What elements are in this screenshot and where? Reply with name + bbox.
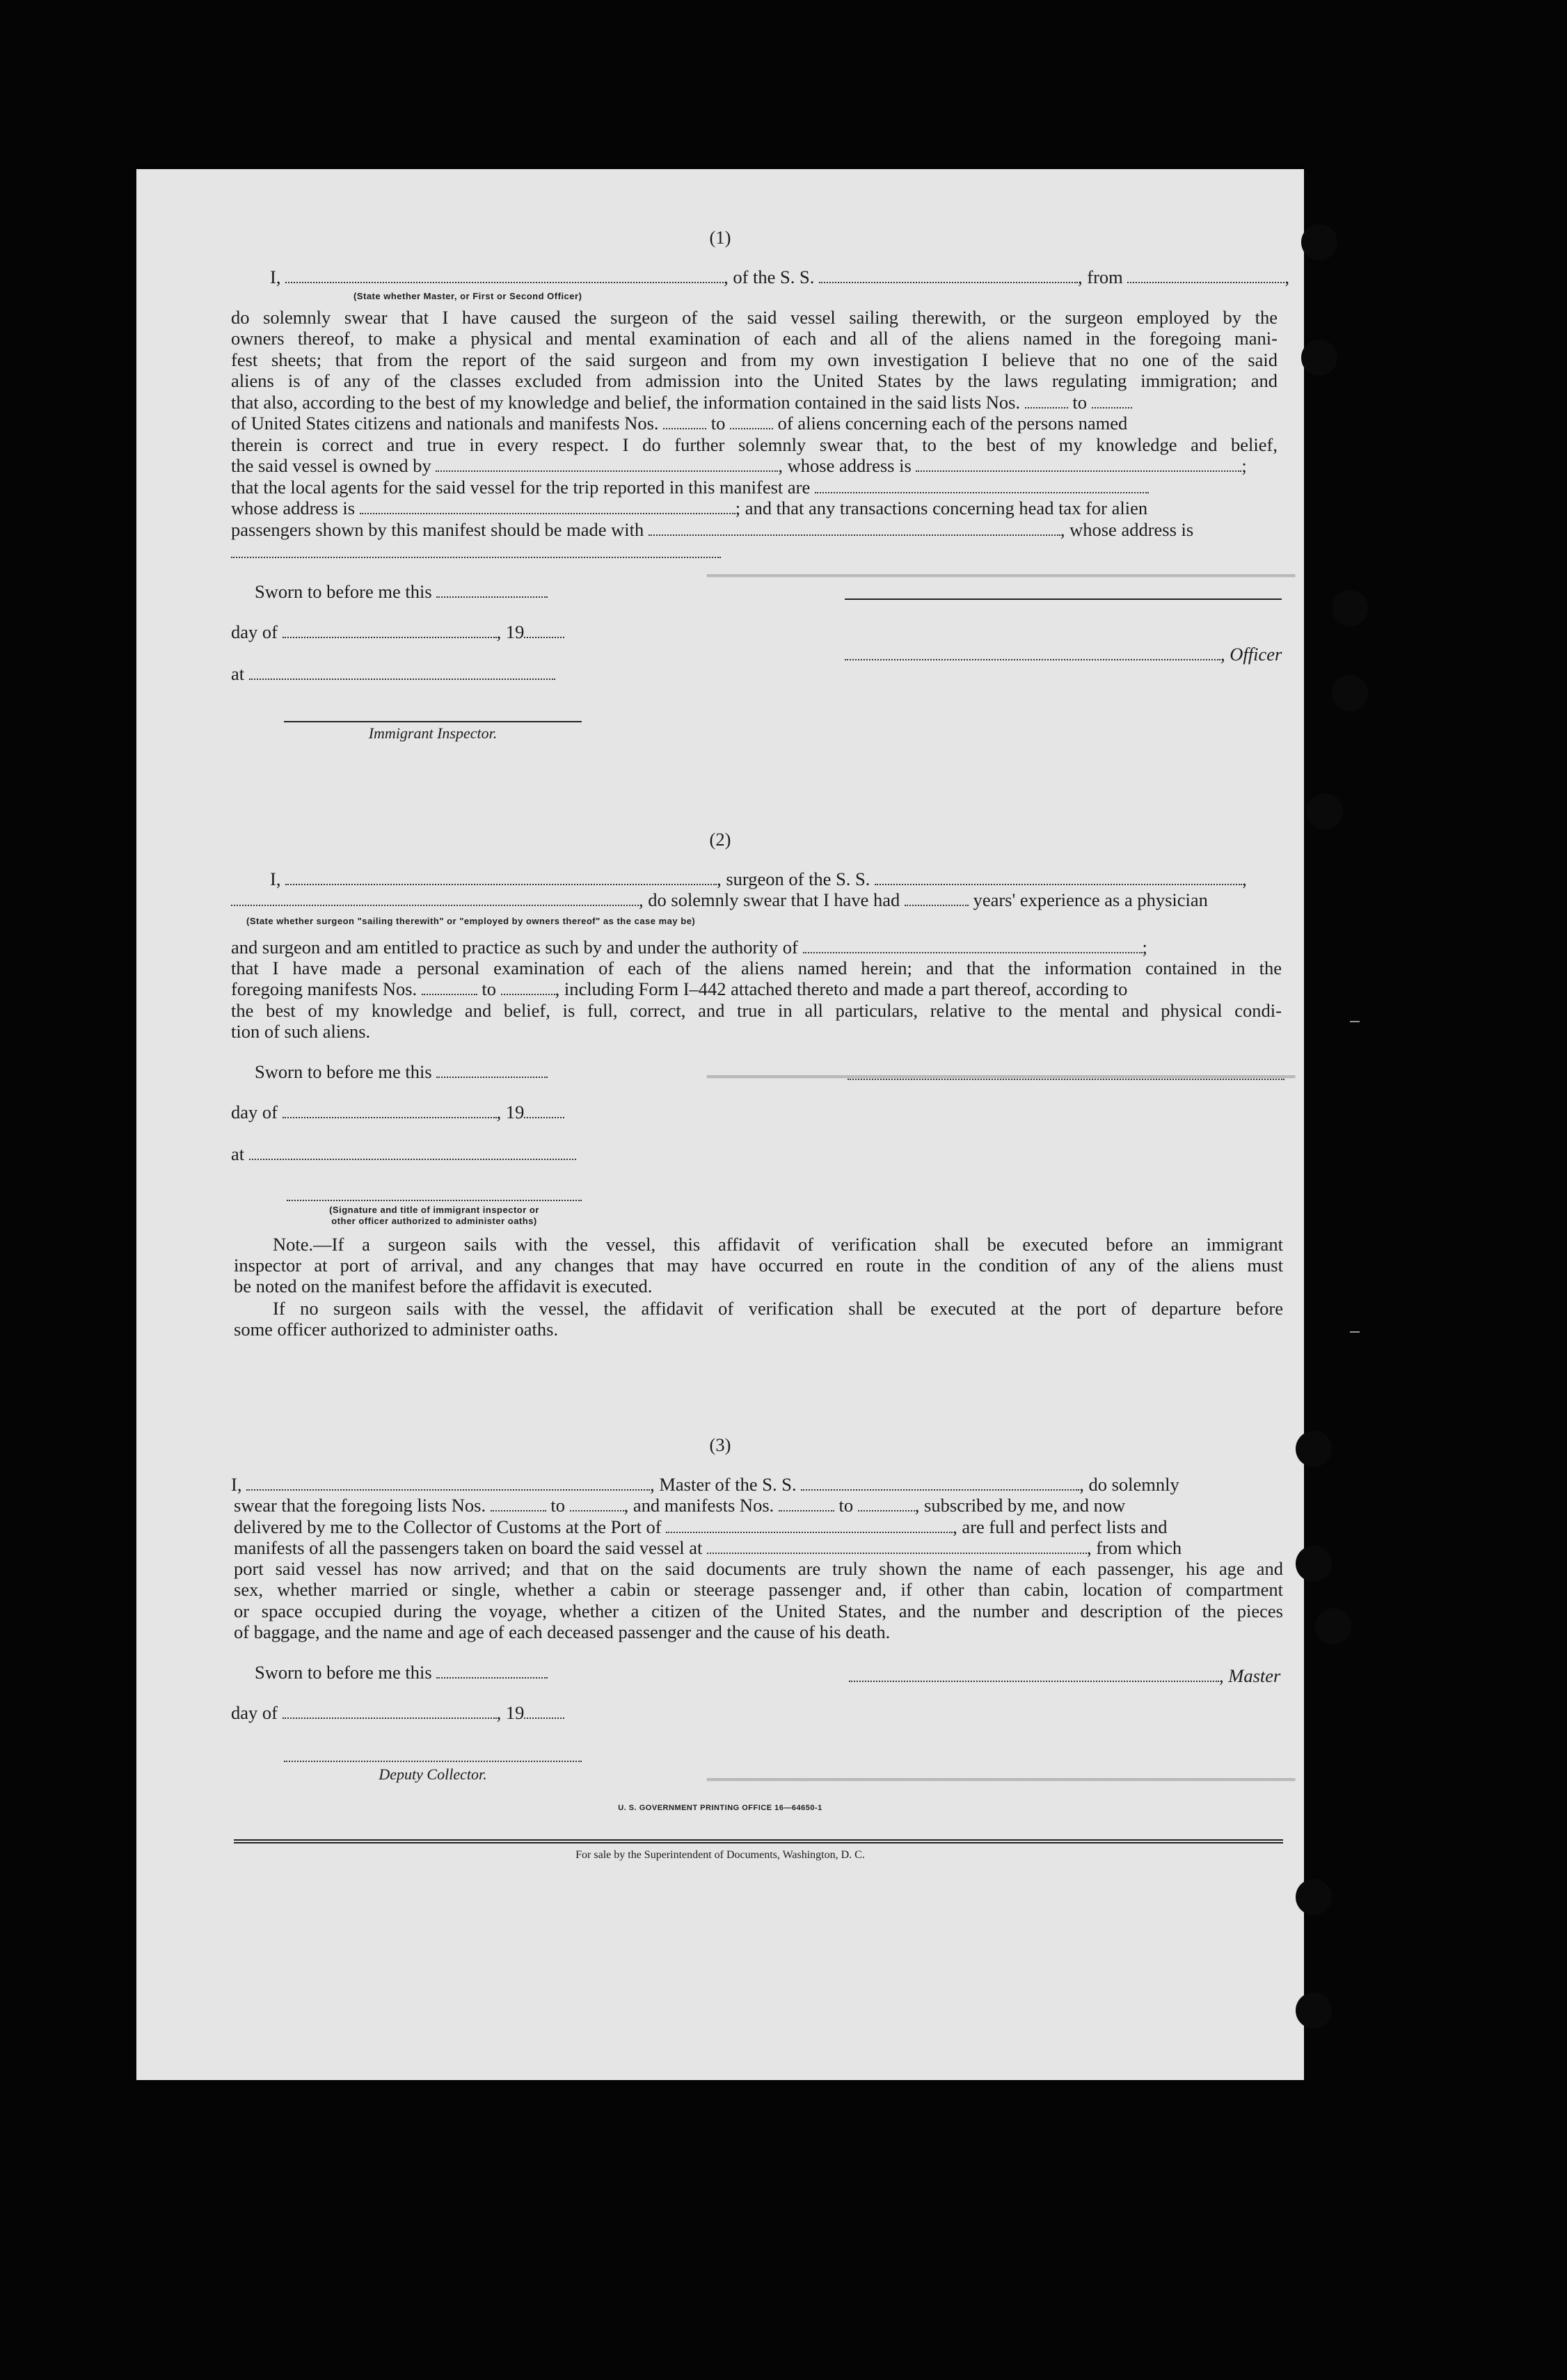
place-blank[interactable]: [249, 665, 555, 680]
margin-tick: [1350, 1021, 1360, 1022]
text-years-experience: years' experience as a physician: [973, 889, 1208, 910]
paragraph-line: [231, 519, 1193, 540]
paragraph-line: port said vessel has now arrived; and that on the said documents are truly shown the name of each passenger, his age and: [234, 1558, 1283, 1579]
text-master: , Master: [1219, 1665, 1281, 1686]
text-manifests-nos: foregoing manifests Nos.: [231, 978, 417, 999]
manifests-from-blank[interactable]: [779, 1496, 834, 1512]
inspector-caption: Immigrant Inspector.: [368, 724, 498, 742]
label-from: , from: [1078, 267, 1123, 287]
paragraph-line: [231, 392, 1132, 413]
text-full-lists: , are full and perfect lists and: [953, 1516, 1168, 1537]
sworn-date-blank[interactable]: [436, 582, 548, 598]
text-to: to: [838, 1495, 854, 1516]
text-including-form: , including Form I–442 attached thereto and made a part thereof, according to: [555, 978, 1128, 999]
footer-rule: [234, 1839, 1283, 1841]
text-year: , 19: [496, 621, 525, 642]
text-day-of: day of: [231, 621, 278, 642]
text-manifests-nos: , and manifests Nos.: [623, 1495, 774, 1516]
text-sworn: Sworn to before me this: [255, 581, 432, 602]
text-whose-address: , whose address is: [778, 455, 912, 476]
bleed-through-text: ━━━━━━━━━━━━━━━━━━━━━━━━━━━━━━━━━━━━━━━━━━━━━━━━━━━━━━: [707, 1068, 1296, 1088]
binder-hole: [1301, 340, 1337, 376]
section-3-line-i: [231, 1474, 1179, 1495]
manifests-to-blank[interactable]: [858, 1496, 915, 1512]
surgeon-name-blank[interactable]: [285, 870, 717, 885]
section-2-line-i: I, , surgeon of the S. S. ,: [270, 868, 1247, 889]
note-paragraph: inspector at port of arrival, and any changes that may have occurred en route in the condition of any of the aliens must: [234, 1255, 1283, 1276]
surgeon-type-blank[interactable]: [231, 891, 639, 906]
manifests-from-blank[interactable]: [663, 414, 706, 429]
binder-hole: [1307, 793, 1343, 830]
section-1-line-i: I, , of the S. S. , from ,: [270, 267, 1290, 287]
binder-hole: [1296, 1879, 1332, 1915]
section-2-line-2: [231, 889, 1208, 910]
sworn-date-blank[interactable]: [436, 1663, 548, 1679]
text-lists-nos: swear that the foregoing lists Nos.: [234, 1495, 486, 1516]
master-line: [849, 1665, 1280, 1686]
text-officer: , Officer: [1220, 644, 1282, 665]
binder-hole: [1332, 590, 1368, 626]
label-i: I,: [231, 1474, 242, 1495]
text-year: , 19: [496, 1702, 525, 1723]
paragraph-line: aliens is of any of the classes excluded from admission into the United States by the laws regulating immigration; and: [231, 370, 1278, 391]
sworn-date-blank[interactable]: [436, 1063, 548, 1078]
officer-line: [845, 644, 1282, 665]
gpo-imprint: U. S. GOVERNMENT PRINTING OFFICE 16—64650-1: [618, 1804, 822, 1812]
text-from-which: , from which: [1086, 1537, 1182, 1558]
text-master-of: , Master of the S. S.: [650, 1474, 797, 1495]
officer-title-blank[interactable]: [285, 268, 724, 283]
paragraph-line: fest sheets; that from the report of the said surgeon and from my own investigation I believe that no one of the said: [231, 349, 1278, 370]
binder-hole: [1296, 1992, 1332, 2029]
text-lists-nos: that also, according to the best of my knowledge and belief, the information contained in the said lists Nos.: [231, 392, 1021, 413]
text-local-agents: that the local agents for the said vessel for the trip reported in this manifest are: [231, 477, 811, 498]
text-surgeon-of: , surgeon of the S. S.: [717, 868, 870, 889]
binder-hole: [1315, 1608, 1351, 1644]
month-blank[interactable]: [283, 1103, 497, 1118]
paragraph-line: that I have made a personal examination of each of the aliens named herein; and that the information contained in the: [231, 958, 1282, 978]
text-day-of: day of: [231, 1702, 278, 1723]
text-authority: and surgeon and am entitled to practice as such by and under the authority of: [231, 937, 798, 958]
note-master: (State whether Master, or First or Second Officer): [353, 291, 582, 301]
text-sworn: Sworn to before me this: [255, 1662, 432, 1683]
note-surgeon: (State whether surgeon "sailing therewith" or "employed by owners thereof" as the case may be): [246, 916, 696, 926]
text-whose-address: , whose address is: [1060, 519, 1194, 540]
text-manifests-nos: of United States citizens and nationals and manifests Nos.: [231, 413, 659, 434]
label-i: I,: [270, 267, 281, 287]
binder-hole: [1301, 224, 1337, 260]
text-to: to: [710, 413, 726, 434]
text-day-of: day of: [231, 1102, 278, 1122]
signature-note: (Signature and title of immigrant inspector or: [329, 1205, 539, 1215]
agents-address-blank[interactable]: [360, 499, 735, 514]
year-blank[interactable]: [524, 1704, 564, 1719]
month-blank[interactable]: [283, 1704, 497, 1719]
binder-hole: [1296, 1546, 1332, 1582]
paragraph-line: sex, whether married or single, whether a cabin or steerage passenger and, if other than cabin, location of compartment: [234, 1579, 1283, 1600]
text-semicolon: ;: [1241, 455, 1247, 476]
lists-from-blank[interactable]: [491, 1496, 546, 1512]
day-of-line: [231, 621, 564, 642]
section-1-number: (1): [709, 227, 731, 248]
manifests-from-blank[interactable]: [422, 980, 477, 995]
section-2-number: (2): [709, 829, 731, 850]
arrival-port-blank[interactable]: [666, 1518, 953, 1533]
text-at: at: [231, 1143, 245, 1164]
paragraph-line: therein is correct and true in every respect. I do further solemnly swear that, to the best of my knowledge and belief,: [231, 434, 1278, 455]
inspector-signature-line[interactable]: [284, 721, 582, 722]
text-to: to: [550, 1495, 565, 1516]
collector-signature-line[interactable]: [284, 1761, 582, 1762]
paragraph-line: and surgeon and am entitled to practice as such by and under the authority of ;: [231, 937, 1147, 958]
manifests-to-blank[interactable]: [730, 414, 773, 429]
label-of-ss: , of the S. S.: [724, 267, 815, 287]
paragraph-line: [231, 498, 1147, 518]
lists-to-blank[interactable]: [570, 1496, 624, 1512]
vessel-name-blank[interactable]: [819, 268, 1078, 283]
footer-rule: [234, 1842, 1283, 1843]
text-head-tax: ; and that any transactions concerning head tax for alien: [735, 498, 1148, 518]
surgeon-signature-line[interactable]: [848, 1079, 1284, 1080]
day-of-line: [231, 1702, 564, 1723]
agents-blank[interactable]: [815, 478, 1149, 493]
text-sworn: Sworn to before me this: [255, 1061, 432, 1082]
master-name-blank[interactable]: [246, 1475, 650, 1491]
sworn-line: [255, 1061, 548, 1082]
signature-note: other officer authorized to administer oaths): [331, 1216, 537, 1226]
year-blank[interactable]: [524, 1103, 564, 1118]
lists-from-blank[interactable]: [1025, 393, 1068, 408]
section-3-number: (3): [709, 1434, 731, 1455]
day-of-line: [231, 1102, 564, 1122]
paragraph-line: [234, 1537, 1182, 1558]
month-blank[interactable]: [283, 623, 497, 638]
bleed-through-text: ━━━━━━━━━━━━━━━━━━━━━━━━━━━━━━━━━━━━━━━━━━━━━━━━━━━━━━: [707, 566, 1296, 587]
paragraph-line: [234, 1495, 1125, 1516]
sale-notice: For sale by the Superintendent of Documents, Washington, D. C.: [575, 1849, 865, 1861]
text-to: to: [1072, 392, 1087, 413]
signature-line[interactable]: [845, 598, 1282, 600]
owner-address-blank[interactable]: [916, 457, 1241, 472]
note-paragraph: If no surgeon sails with the vessel, the affidavit of verification shall be executed at the port of departure before: [273, 1298, 1283, 1319]
manifests-to-blank[interactable]: [501, 980, 555, 995]
years-experience-blank[interactable]: [905, 891, 969, 906]
binder-hole: [1332, 675, 1368, 711]
paragraph-line: [231, 477, 1149, 498]
year-blank[interactable]: [524, 623, 564, 638]
paragraph-line: [231, 455, 1247, 476]
form-page: [136, 169, 1304, 2080]
paragraph-line: [231, 413, 1127, 434]
paragraph-line: or space occupied during the voyage, whether a citizen of the United States, and the number and description of the pieces: [234, 1601, 1283, 1621]
text-owned-by: the said vessel is owned by: [231, 455, 431, 476]
head-tax-agent-blank[interactable]: [649, 521, 1060, 536]
text-solemnly-swear: , do solemnly swear that I have had: [639, 889, 900, 910]
text-at: at: [231, 663, 245, 684]
officer-signature-blank[interactable]: [845, 645, 1220, 660]
paragraph-line: tion of such aliens.: [231, 1021, 371, 1042]
master-signature-blank[interactable]: [849, 1667, 1219, 1682]
note-paragraph: be noted on the manifest before the affidavit is executed.: [234, 1276, 653, 1296]
place-blank[interactable]: [249, 1145, 576, 1160]
paragraph-line: the best of my knowledge and belief, is full, correct, and true in all particulars, relative to the mental and physical condi-: [231, 1000, 1282, 1021]
lists-to-blank[interactable]: [1092, 393, 1132, 408]
note-paragraph: Note.—If a surgeon sails with the vessel, this affidavit of verification shall be executed before an immigrant: [273, 1234, 1283, 1255]
bleed-through-text: ━━━━━━━━━━━━━━━━━━━━━━━━━━━━━━━━━━━━━━━━━━━━━━━━━━━━━━: [707, 1770, 1296, 1791]
at-line: [231, 663, 555, 684]
text-transactions-with: passengers shown by this manifest should be made with: [231, 519, 644, 540]
owner-blank[interactable]: [436, 457, 778, 472]
text-taken-on-board: manifests of all the passengers taken on board the said vessel at: [234, 1537, 703, 1558]
paragraph-line: [234, 1516, 1167, 1537]
note-paragraph: some officer authorized to administer oaths.: [234, 1319, 559, 1340]
sworn-line: [255, 1662, 548, 1683]
paragraph-line: [231, 978, 1127, 999]
label-i: I,: [270, 868, 281, 889]
address-continuation-blank[interactable]: [231, 557, 721, 558]
paragraph-line: owners thereof, to make a physical and mental examination of each and all of the aliens named in the foregoing mani-: [231, 328, 1278, 349]
official-signature-line[interactable]: [287, 1200, 582, 1201]
margin-tick: [1350, 1331, 1360, 1333]
departure-port-blank[interactable]: [1127, 268, 1284, 283]
collector-caption: Deputy Collector.: [379, 1766, 487, 1783]
text-aliens: of aliens concerning each of the persons named: [777, 413, 1128, 434]
vessel-name-blank[interactable]: [801, 1475, 1079, 1491]
at-line: [231, 1143, 576, 1164]
embarkation-port-blank[interactable]: [707, 1539, 1087, 1554]
paragraph-line: of baggage, and the name and age of each deceased passenger and the cause of his death.: [234, 1621, 891, 1642]
paragraph-line: do solemnly swear that I have caused the surgeon of the said vessel sailing therewith, or the surgeon employed by the: [231, 307, 1278, 328]
text-year: , 19: [496, 1102, 525, 1122]
text-do-solemnly: , do solemnly: [1079, 1474, 1179, 1495]
text-subscribed: , subscribed by me, and now: [914, 1495, 1126, 1516]
text-to: to: [482, 978, 497, 999]
vessel-name-blank[interactable]: [875, 870, 1242, 885]
text-whose-address: whose address is: [231, 498, 356, 518]
sworn-line: [255, 581, 548, 602]
authority-blank[interactable]: [803, 938, 1143, 953]
text-collector-port: delivered by me to the Collector of Customs at the Port of: [234, 1516, 662, 1537]
